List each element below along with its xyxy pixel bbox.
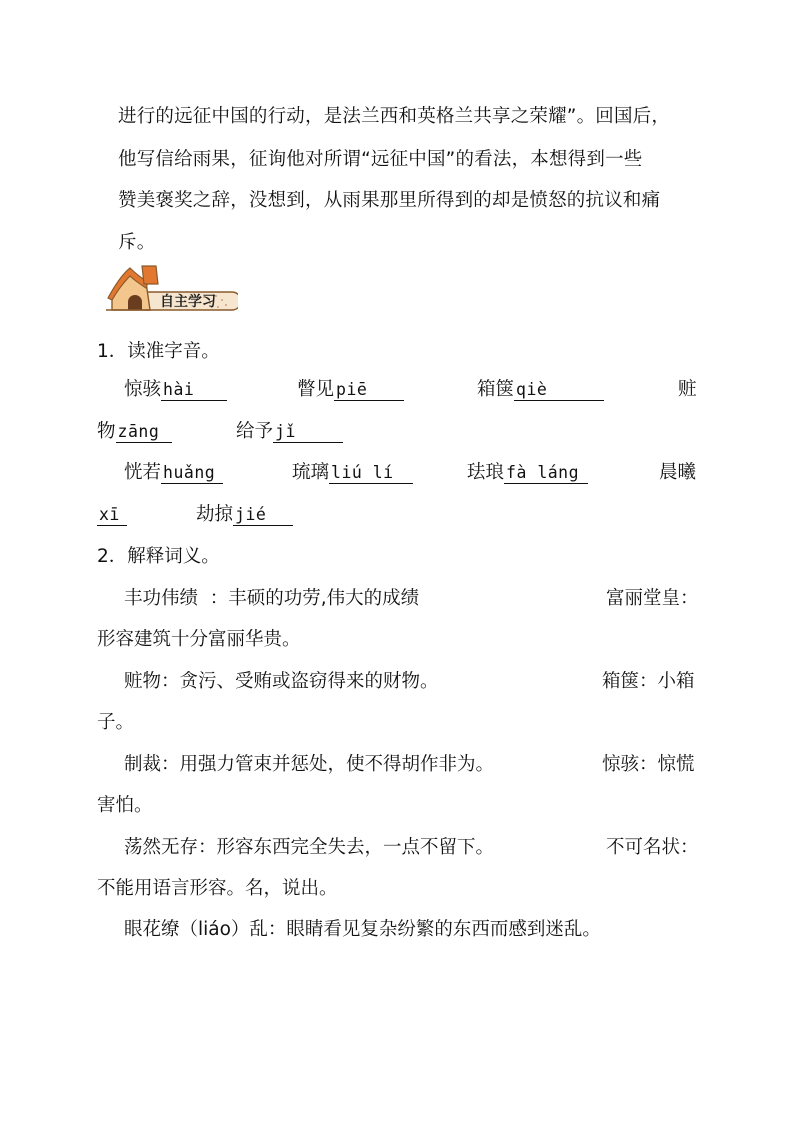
word-item: 惊骇 hài <box>124 378 227 402</box>
word-item: 恍若 huǎng <box>124 461 223 485</box>
word-item: 物 zāng <box>97 420 172 444</box>
definition-term: 富丽堂皇： <box>606 588 699 609</box>
section-banner <box>106 262 238 320</box>
definition: 赃物：贪污、受贿或盗窃得来的财物。 <box>124 671 439 692</box>
definition: 荡然无存：形容东西完全失去，一点不留下。 <box>124 837 495 858</box>
definition: 制裁：用强力管束并惩处，使不得胡作非为。 <box>124 754 495 775</box>
word-item: 珐琅 fà láng <box>467 461 588 485</box>
word-item: 给予 jǐ <box>236 420 343 444</box>
definition-cont: 不能用语言形容。名，说出。 <box>97 878 338 899</box>
definition: 丰功伟绩 ：丰硕的功劳,伟大的成绩 <box>124 588 420 609</box>
word-item: xī <box>97 503 127 527</box>
definition-cont: 子。 <box>97 712 135 733</box>
intro-line-1: 进行的远征中国的行动，是法兰西和英格兰共享之荣耀”。回国后， <box>118 106 671 127</box>
q1-heading: 1．读准字音。 <box>97 341 220 362</box>
word-item-part: 赃 <box>678 379 697 400</box>
word-item-part: 晨曦 <box>659 462 697 483</box>
word-item: 瞥见 piē <box>297 378 404 402</box>
house-icon <box>106 262 238 320</box>
definition-term: 不可名状： <box>606 837 699 858</box>
intro-line-2: 他写信给雨果，征询他对所谓“远征中国”的看法，本想得到一些 <box>118 149 643 170</box>
section-title: 自主学习 <box>160 294 216 310</box>
intro-line-4: 斥。 <box>118 232 156 253</box>
definition-term: 箱箧：小箱 <box>602 671 695 692</box>
definition: 眼花缭（liáo）乱：眼睛看见复杂纷繁的东西而感到迷乱。 <box>124 919 601 940</box>
definition-cont: 害怕。 <box>97 795 153 816</box>
q2-heading: 2．解释词义。 <box>97 546 220 567</box>
word-item: 琉璃 liú lí <box>292 461 413 485</box>
intro-line-3: 赞美褒奖之辞，没想到，从雨果那里所得到的却是愤怒的抗议和痛 <box>118 190 661 211</box>
word-item: 箱箧 qiè <box>477 378 604 402</box>
word-item: 劫掠 jié <box>196 503 293 527</box>
definition-cont: 形容建筑十分富丽华贵。 <box>97 629 301 650</box>
definition-term: 惊骇：惊慌 <box>602 754 695 775</box>
